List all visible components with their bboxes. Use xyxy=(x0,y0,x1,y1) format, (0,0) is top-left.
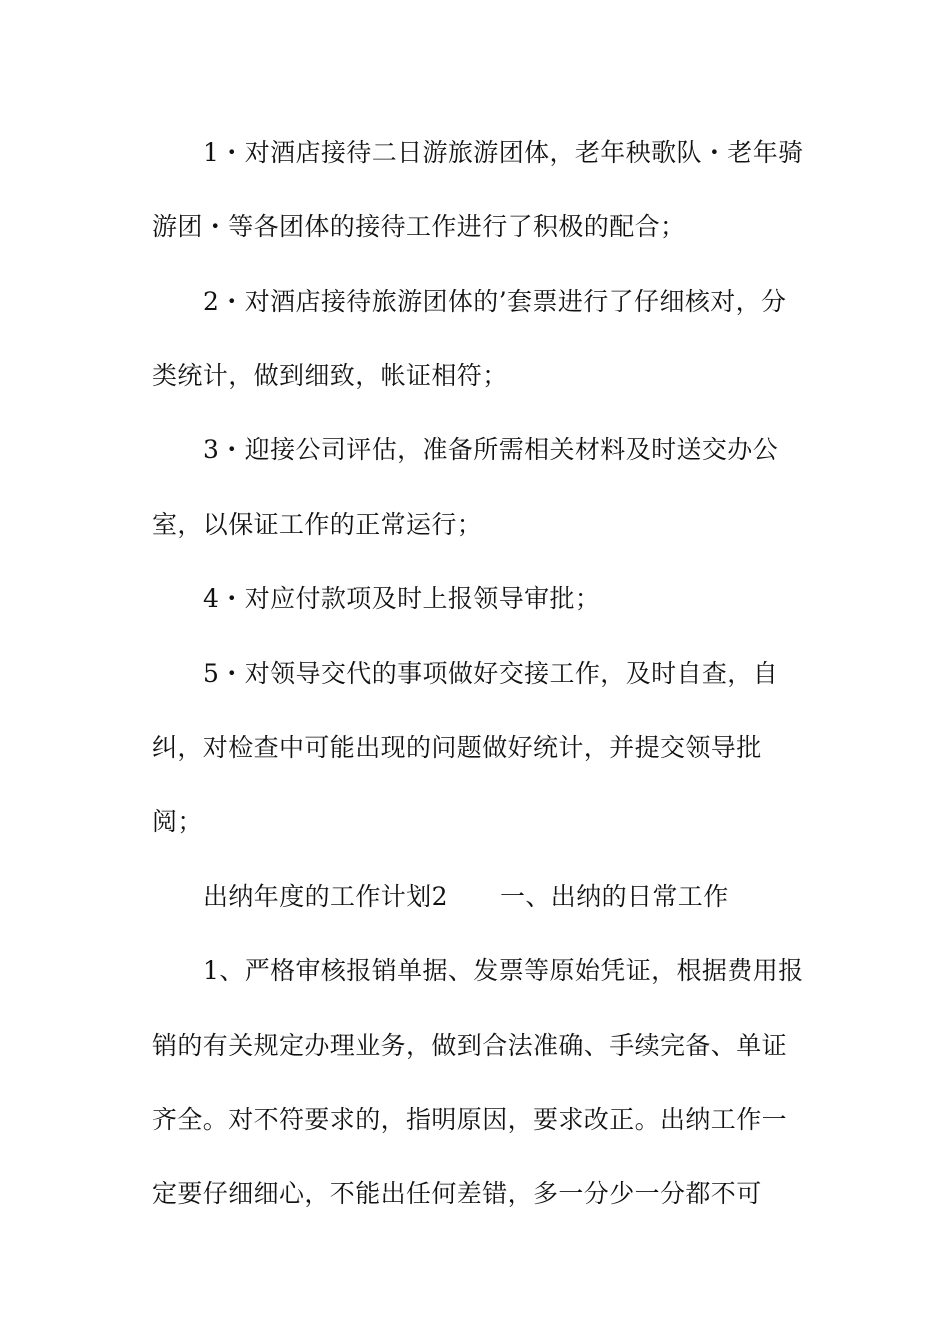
text-line-7: 4・对应付款项及时上报领导审批； xyxy=(203,584,601,613)
text-line-2: 游团・等各团体的接待工作进行了积极的配合； xyxy=(152,212,686,241)
paragraph-line xyxy=(0,505,950,545)
paragraph-line xyxy=(0,1100,950,1140)
paragraph-line xyxy=(0,951,950,991)
text-line-3: 2・对酒店接待旅游团体的’套票进行了仔细核对，分 xyxy=(203,287,787,316)
paragraph-line xyxy=(0,207,950,247)
paragraph-line xyxy=(0,654,950,694)
text-line-13: 1、严格审核报销单据、发票等原始凭证，根据费用报 xyxy=(203,956,804,985)
paragraph-line xyxy=(0,802,950,842)
text-line-1: 1・对酒店接待二日游旅游团体，老年秧歌队・老年骑 xyxy=(203,138,804,167)
text-line-15: 齐全。对不符要求的，指明原因，要求改正。出纳工作一 xyxy=(152,1105,788,1134)
heading-line xyxy=(0,877,950,917)
text-line-8: 5・对领导交代的事项做好交接工作，及时自查，自 xyxy=(203,659,779,688)
paragraph-line xyxy=(0,728,950,768)
section-subtitle: 一、出纳的日常工作 xyxy=(500,882,729,911)
text-line-5: 3・迎接公司评估，准备所需相关材料及时送交办公 xyxy=(203,435,779,464)
section-title: 出纳年度的工作计划2 xyxy=(203,882,448,911)
paragraph-line xyxy=(0,282,950,322)
paragraph-line xyxy=(0,133,950,173)
paragraph-line xyxy=(0,356,950,396)
text-line-10: 阅； xyxy=(152,807,203,836)
paragraph-line xyxy=(0,430,950,470)
text-line-4: 类统计，做到细致，帐证相符； xyxy=(152,361,508,390)
text-line-16: 定要仔细细心，不能出任何差错，多一分少一分都不可 xyxy=(152,1179,762,1208)
paragraph-line xyxy=(0,1026,950,1066)
paragraph-line xyxy=(0,579,950,619)
text-line-14: 销的有关规定办理业务，做到合法准确、手续完备、单证 xyxy=(152,1031,788,1060)
text-line-6: 室，以保证工作的正常运行； xyxy=(152,510,483,539)
text-line-9: 纠，对检查中可能出现的问题做好统计，并提交领导批 xyxy=(152,733,762,762)
paragraph-line xyxy=(0,1174,950,1214)
